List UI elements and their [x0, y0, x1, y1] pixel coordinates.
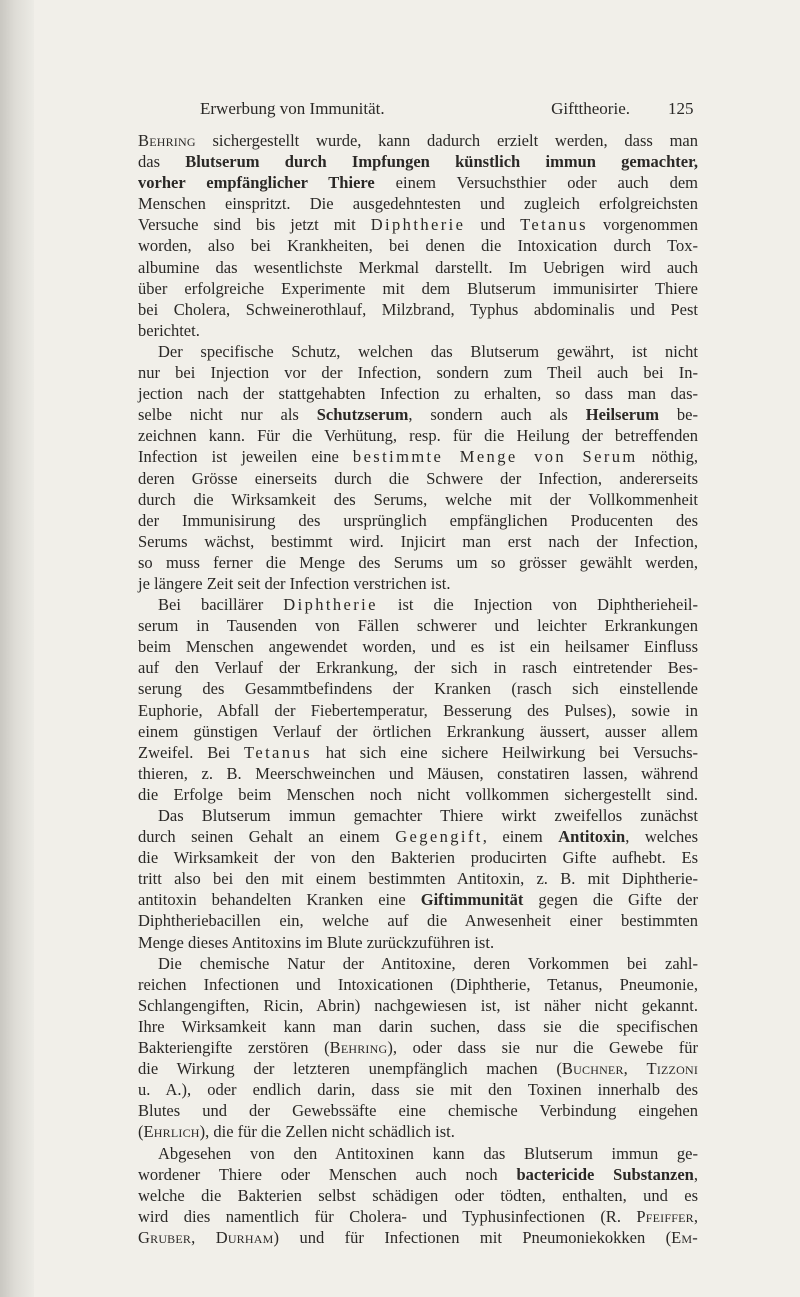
text-segment: gegen die Gifte der	[523, 890, 698, 910]
page-number: 125	[668, 99, 694, 118]
spaced-term: Tetanus	[520, 215, 588, 235]
running-title-left: Erwerbung von Immunität.	[200, 99, 385, 118]
text-line	[138, 1185, 698, 1206]
text-segment: antitoxin behandelten Kranken eine	[138, 890, 421, 910]
text-segment: bei Cholera, Schweinerothlauf, Milzbrand, Typhus abdominalis und Pest	[138, 299, 698, 319]
text-segment: und	[465, 215, 521, 235]
text-line	[138, 805, 698, 826]
text-segment: reichen Infectionen und Intoxicationen (Diphtherie, Tetanus, Pneumonie,	[138, 974, 698, 994]
text-segment: thieren, z. B. Meerschweinchen und Mäusen, constatiren lassen, während	[138, 763, 698, 783]
text-segment: Bei bacillärer	[158, 595, 284, 615]
text-segment: nur bei Injection vor der Infection, sondern zum Theil auch bei In-	[138, 363, 698, 383]
text-segment: nöthig,	[637, 447, 699, 467]
text-segment: Infection ist jeweilen eine	[138, 447, 353, 467]
author-name: Behring	[138, 131, 196, 150]
text-segment: der Immunisirung des ursprünglich empfänglichen Producenten des	[138, 510, 698, 530]
text-segment: Das Blutserum immun gemachter Thiere wirkt zweifellos zunächst	[158, 806, 698, 825]
text-segment: über erfolgreiche Experimente mit dem Blutserum immunisirter Thiere	[138, 278, 698, 298]
text-line	[138, 489, 698, 510]
text-line	[138, 172, 698, 193]
text-segment: , einem	[482, 827, 559, 847]
text-segment: deren Grösse einerseits durch die Schwere der Infection, andererseits	[138, 468, 698, 488]
text-segment: serung des Gesammtbefindens der Kranken (rasch sich einstellende	[138, 679, 698, 699]
text-line	[138, 531, 698, 552]
text-segment: einem Versuchsthier oder auch dem	[374, 173, 698, 193]
text-line	[138, 995, 698, 1016]
author-name: Behring	[329, 1038, 388, 1058]
text-line	[138, 510, 698, 531]
author-name: Ehrlich	[143, 1122, 200, 1142]
text-line	[138, 700, 698, 721]
text-line	[138, 678, 698, 699]
text-segment: Schlangengiften, Ricin, Abrin) nachgewiesen ist, ist näher nicht gekannt.	[138, 995, 698, 1015]
text-segment: u. A.), oder endlich darin, dass sie mit den Toxinen innerhalb des	[138, 1080, 698, 1100]
text-line	[138, 193, 698, 214]
author-name: Gruber	[138, 1227, 192, 1247]
text-segment: , welches	[625, 827, 698, 847]
text-segment: , sondern auch als	[408, 405, 586, 425]
text-segment: durch die Wirksamkeit des Serums, welche mit der Vollkommenheit	[138, 489, 698, 509]
text-line	[138, 425, 698, 446]
text-segment: je längere Zeit seit der Infection verstrichen ist.	[138, 573, 451, 593]
text-line	[138, 235, 698, 256]
bold-term: vorher empfänglicher Thiere	[138, 173, 375, 193]
text-segment: ist die Injection von Diphtherieheil-	[377, 595, 698, 615]
bold-term: Blutserum durch Impfungen künstlich immun gemachter,	[185, 152, 698, 172]
text-segment: ), oder dass sie nur die Gewebe für	[387, 1038, 698, 1058]
spaced-term: Gegengift	[395, 827, 483, 847]
text-line	[138, 974, 698, 995]
text-line	[138, 552, 698, 573]
text-line	[138, 1016, 698, 1037]
text-segment: so muss ferner die Menge des Serums um so grösser gewählt werden,	[138, 552, 698, 572]
text-segment: die Wirksamkeit der von den Bakterien producirten Gifte aufhebt. Es	[138, 848, 698, 868]
text-segment: albumine das wesentlichste Merkmal darstellt. Im Uebrigen wird auch	[138, 257, 698, 277]
text-segment: ,	[693, 1164, 698, 1184]
text-line	[138, 320, 698, 341]
text-segment: zeichnen kann. Für die Verhütung, resp. für die Heilung der betreffenden	[138, 426, 698, 446]
text-segment: Die chemische Natur der Antitoxine, deren Vorkommen bei zahl-	[158, 953, 698, 973]
scan-gutter-shadow	[0, 0, 34, 1297]
author-name: Buchner	[561, 1059, 624, 1079]
text-segment: jection nach der stattgehabten Infection zu erhalten, so dass man das-	[138, 384, 698, 404]
text-segment: ), die für die Zellen nicht schädlich ist.	[199, 1122, 455, 1142]
text-line	[138, 573, 698, 594]
text-segment: die Wirkung der letzteren unempfänglich machen (	[138, 1059, 562, 1079]
text-line	[138, 1100, 698, 1121]
text-segment: Euphorie, Abfall der Fiebertemperatur, Besserung des Pulses), sowie in	[138, 700, 698, 720]
text-line	[138, 615, 698, 636]
text-segment: sichergestellt wurde, kann dadurch erzielt werden, dass man	[195, 131, 698, 150]
author-name: Tizzoni	[646, 1059, 699, 1079]
text-line	[138, 468, 698, 489]
body-text	[138, 130, 698, 1248]
text-line	[138, 1227, 698, 1248]
text-line	[138, 1058, 698, 1079]
text-segment: serum in Tausenden von Fällen schwerer und leichter Erkrankungen	[138, 616, 698, 636]
text-segment: das	[138, 152, 186, 172]
text-line	[138, 151, 698, 172]
text-line	[138, 594, 698, 615]
text-line	[138, 1037, 698, 1058]
text-segment: Zweifel. Bei	[138, 742, 245, 762]
text-segment: Versuche sind bis jetzt mit	[138, 215, 371, 235]
text-segment: Abgesehen von den Antitoxinen kann das Blutserum immun ge-	[158, 1143, 698, 1163]
text-line	[138, 847, 698, 868]
spaced-term: Tetanus	[244, 742, 312, 762]
text-line	[138, 1079, 698, 1100]
text-line	[138, 1206, 698, 1227]
text-segment: auf den Verlauf der Erkrankung, der sich in rasch eintretender Bes-	[138, 658, 698, 678]
text-line	[138, 1121, 698, 1142]
text-line	[138, 257, 698, 278]
text-segment: (	[138, 1122, 144, 1142]
text-segment: tritt also bei den mit einem bestimmten Antitoxin, z. B. mit Diphtherie-	[138, 869, 698, 889]
text-line	[138, 130, 698, 151]
text-segment: Der specifische Schutz, welchen das Blutserum gewährt, ist nicht	[158, 341, 698, 361]
bold-term: Heilserum	[585, 405, 660, 425]
author-name: Pfeiffer	[636, 1206, 694, 1226]
running-title-right: Gifttheorie.	[551, 99, 630, 118]
text-segment: Blutes und der Gewebssäfte eine chemische Verbindung eingehen	[138, 1101, 698, 1121]
spaced-term: Diphtherie	[370, 215, 466, 235]
bold-term: Giftimmunität	[420, 890, 524, 910]
text-segment: vorgenommen	[587, 215, 699, 235]
text-line	[138, 446, 698, 467]
text-segment: be-	[659, 405, 699, 425]
text-line	[138, 299, 698, 320]
text-segment: Diphtheriebacillen ein, welche auf die Anwesenheit einer bestimmten	[138, 911, 698, 931]
text-segment: einem günstigen Verlauf der örtlichen Erkrankung äussert, ausser allem	[138, 721, 698, 741]
text-line	[138, 889, 698, 910]
text-line	[138, 826, 698, 847]
bold-term: Schutzserum	[316, 405, 409, 425]
text-segment: welche die Bakterien selbst schädigen oder tödten, enthalten, und es	[138, 1185, 698, 1205]
text-line	[138, 278, 698, 299]
spaced-term: Diphtherie	[283, 595, 378, 615]
text-segment: hat sich eine sichere Heilwirkung bei Versuchs-	[311, 742, 699, 762]
text-segment: wordener Thiere oder Menschen auch noch	[138, 1164, 517, 1184]
text-segment: beim Menschen angewendet worden, und es ist ein heilsamer Einfluss	[138, 637, 698, 657]
text-line	[138, 1143, 698, 1164]
text-line	[138, 1164, 698, 1185]
text-line	[138, 383, 698, 404]
text-line	[138, 742, 698, 763]
text-segment: ,	[191, 1227, 216, 1247]
text-segment: selbe nicht nur als	[138, 405, 317, 425]
text-segment: Serums wächst, bestimmt wird. Injicirt man erst nach der Infection,	[138, 531, 698, 551]
text-segment: berichtet.	[138, 320, 200, 340]
bold-term: bactericide Substanzen	[516, 1164, 694, 1184]
spaced-term: bestimmte Menge von Serum	[352, 447, 638, 467]
text-segment: ) und für Infectionen mit Pneumoniekokken (	[273, 1227, 672, 1247]
text-segment: Bakteriengifte zerstören (	[138, 1038, 330, 1058]
text-segment: Ihre Wirksamkeit kann man darin suchen, dass sie die specifischen	[138, 1016, 698, 1036]
text-line	[138, 341, 698, 362]
text-line	[138, 932, 698, 953]
author-name: Durham	[215, 1227, 274, 1247]
text-line	[138, 214, 698, 235]
author-name: Em-	[671, 1227, 698, 1247]
text-line	[138, 636, 698, 657]
text-segment: ,	[623, 1059, 647, 1079]
text-segment: wird dies namentlich für Cholera- und Typhusinfectionen (R.	[138, 1206, 637, 1226]
text-line	[138, 404, 698, 425]
text-line	[138, 362, 698, 383]
text-line	[138, 953, 698, 974]
text-segment: worden, also bei Krankheiten, bei denen die Intoxication durch Tox-	[138, 236, 698, 256]
bold-term: Antitoxin	[558, 827, 626, 847]
text-line	[138, 784, 698, 805]
text-segment: durch seinen Gehalt an einem	[138, 827, 396, 847]
text-segment: Menge dieses Antitoxins im Blute zurückzuführen ist.	[138, 932, 495, 952]
text-line	[138, 763, 698, 784]
text-line	[138, 721, 698, 742]
text-line	[138, 868, 698, 889]
text-line	[138, 657, 698, 678]
text-segment: Menschen einspritzt. Die ausgedehntesten und zugleich erfolgreichsten	[138, 194, 698, 214]
text-segment: die Erfolge beim Menschen noch nicht vollkommen sichergestellt sind.	[138, 784, 698, 804]
text-line	[138, 910, 698, 931]
text-segment: ,	[693, 1206, 698, 1226]
